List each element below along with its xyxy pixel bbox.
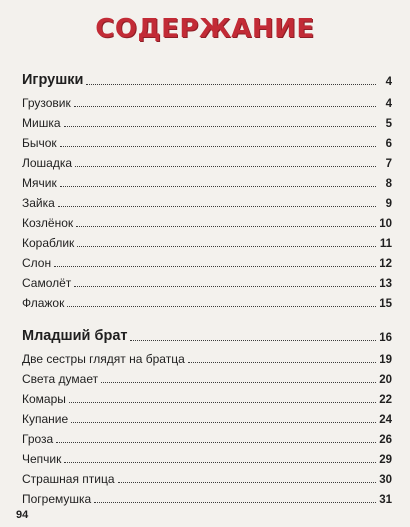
- entry-label: Бычок: [22, 136, 57, 150]
- toc-entry[interactable]: [22, 170, 392, 190]
- table-of-contents: [22, 66, 392, 518]
- toc-entry[interactable]: [22, 406, 392, 426]
- dot-leader: [69, 402, 376, 403]
- entry-label: Комары: [22, 392, 66, 406]
- page-number: 15: [379, 298, 392, 310]
- entry-label: Флажок: [22, 296, 65, 310]
- page-number: 13: [379, 278, 392, 290]
- toc-section-younger-brother: [22, 322, 392, 506]
- page-number: 4: [385, 76, 392, 88]
- dot-leader: [60, 146, 376, 147]
- dot-leader: [74, 106, 376, 107]
- entry-label: Купание: [22, 412, 69, 426]
- entry-label: Гроза: [22, 432, 54, 446]
- entry-label: Кораблик: [22, 236, 75, 250]
- page-number: 9: [385, 198, 392, 210]
- entry-label: Грузовик: [22, 96, 71, 110]
- page-number: 22: [379, 394, 392, 406]
- toc-entry[interactable]: [22, 230, 392, 250]
- dot-leader: [94, 502, 376, 503]
- toc-entry[interactable]: [22, 110, 392, 130]
- page-number: 20: [379, 374, 392, 386]
- entry-label: Самолёт: [22, 276, 72, 290]
- dot-leader: [101, 382, 376, 383]
- section-heading[interactable]: [22, 66, 392, 88]
- page-number: 24: [379, 414, 392, 426]
- dot-leader: [74, 286, 376, 287]
- page-number: 30: [379, 474, 392, 486]
- dot-leader: [77, 246, 376, 247]
- page-number: 4: [385, 98, 392, 110]
- entry-label: Чепчик: [22, 452, 62, 466]
- dot-leader: [118, 482, 376, 483]
- page-number: 5: [385, 118, 392, 130]
- toc-entry[interactable]: [22, 150, 392, 170]
- page-number: 19: [379, 354, 392, 366]
- entry-label: Света думает: [22, 372, 99, 386]
- toc-entry[interactable]: [22, 466, 392, 486]
- page-number: 16: [379, 332, 392, 344]
- folio-page-number: 94: [16, 509, 29, 521]
- toc-entry[interactable]: [22, 366, 392, 386]
- dot-leader: [86, 84, 376, 85]
- entry-label: Мишка: [22, 116, 61, 130]
- entry-label: Страшная птица: [22, 472, 115, 486]
- toc-entry[interactable]: [22, 250, 392, 270]
- toc-entry[interactable]: [22, 130, 392, 150]
- dot-leader: [130, 340, 376, 341]
- dot-leader: [71, 422, 376, 423]
- page-number: 31: [379, 494, 392, 506]
- toc-entry[interactable]: [22, 290, 392, 310]
- section-heading[interactable]: [22, 322, 392, 344]
- page-number: 8: [385, 178, 392, 190]
- page-number: 11: [379, 238, 392, 250]
- toc-entry[interactable]: [22, 486, 392, 506]
- toc-entry[interactable]: [22, 386, 392, 406]
- page-number: 7: [385, 158, 392, 170]
- toc-entry[interactable]: [22, 346, 392, 366]
- dot-leader: [75, 166, 376, 167]
- dot-leader: [56, 442, 376, 443]
- entry-label: Погремушка: [22, 492, 92, 506]
- entry-label: Зайка: [22, 196, 55, 210]
- dot-leader: [188, 362, 376, 363]
- section-heading-label: Младший брат: [22, 328, 128, 344]
- page-number: 6: [385, 138, 392, 150]
- toc-entry[interactable]: [22, 190, 392, 210]
- entry-label: Мячик: [22, 176, 57, 190]
- dot-leader: [58, 206, 376, 207]
- page-title: СОДЕРЖАНИЕ: [95, 14, 315, 44]
- entry-label: Слон: [22, 256, 52, 270]
- page-number: 29: [379, 454, 392, 466]
- toc-section-toys: [22, 66, 392, 310]
- page-number: 26: [379, 434, 392, 446]
- dot-leader: [76, 226, 376, 227]
- toc-entry[interactable]: [22, 270, 392, 290]
- dot-leader: [54, 266, 376, 267]
- dot-leader: [67, 306, 376, 307]
- toc-entry[interactable]: [22, 90, 392, 110]
- page-number: 10: [379, 218, 392, 230]
- dot-leader: [64, 462, 376, 463]
- toc-entry[interactable]: [22, 446, 392, 466]
- toc-entry[interactable]: [22, 426, 392, 446]
- dot-leader: [64, 126, 376, 127]
- entry-label: Лошадка: [22, 156, 73, 170]
- page-number: 12: [379, 258, 392, 270]
- entry-label: Козлёнок: [22, 216, 74, 230]
- dot-leader: [60, 186, 376, 187]
- toc-entry[interactable]: [22, 210, 392, 230]
- entry-label: Две сестры глядят на братца: [22, 352, 185, 366]
- section-heading-label: Игрушки: [22, 72, 84, 88]
